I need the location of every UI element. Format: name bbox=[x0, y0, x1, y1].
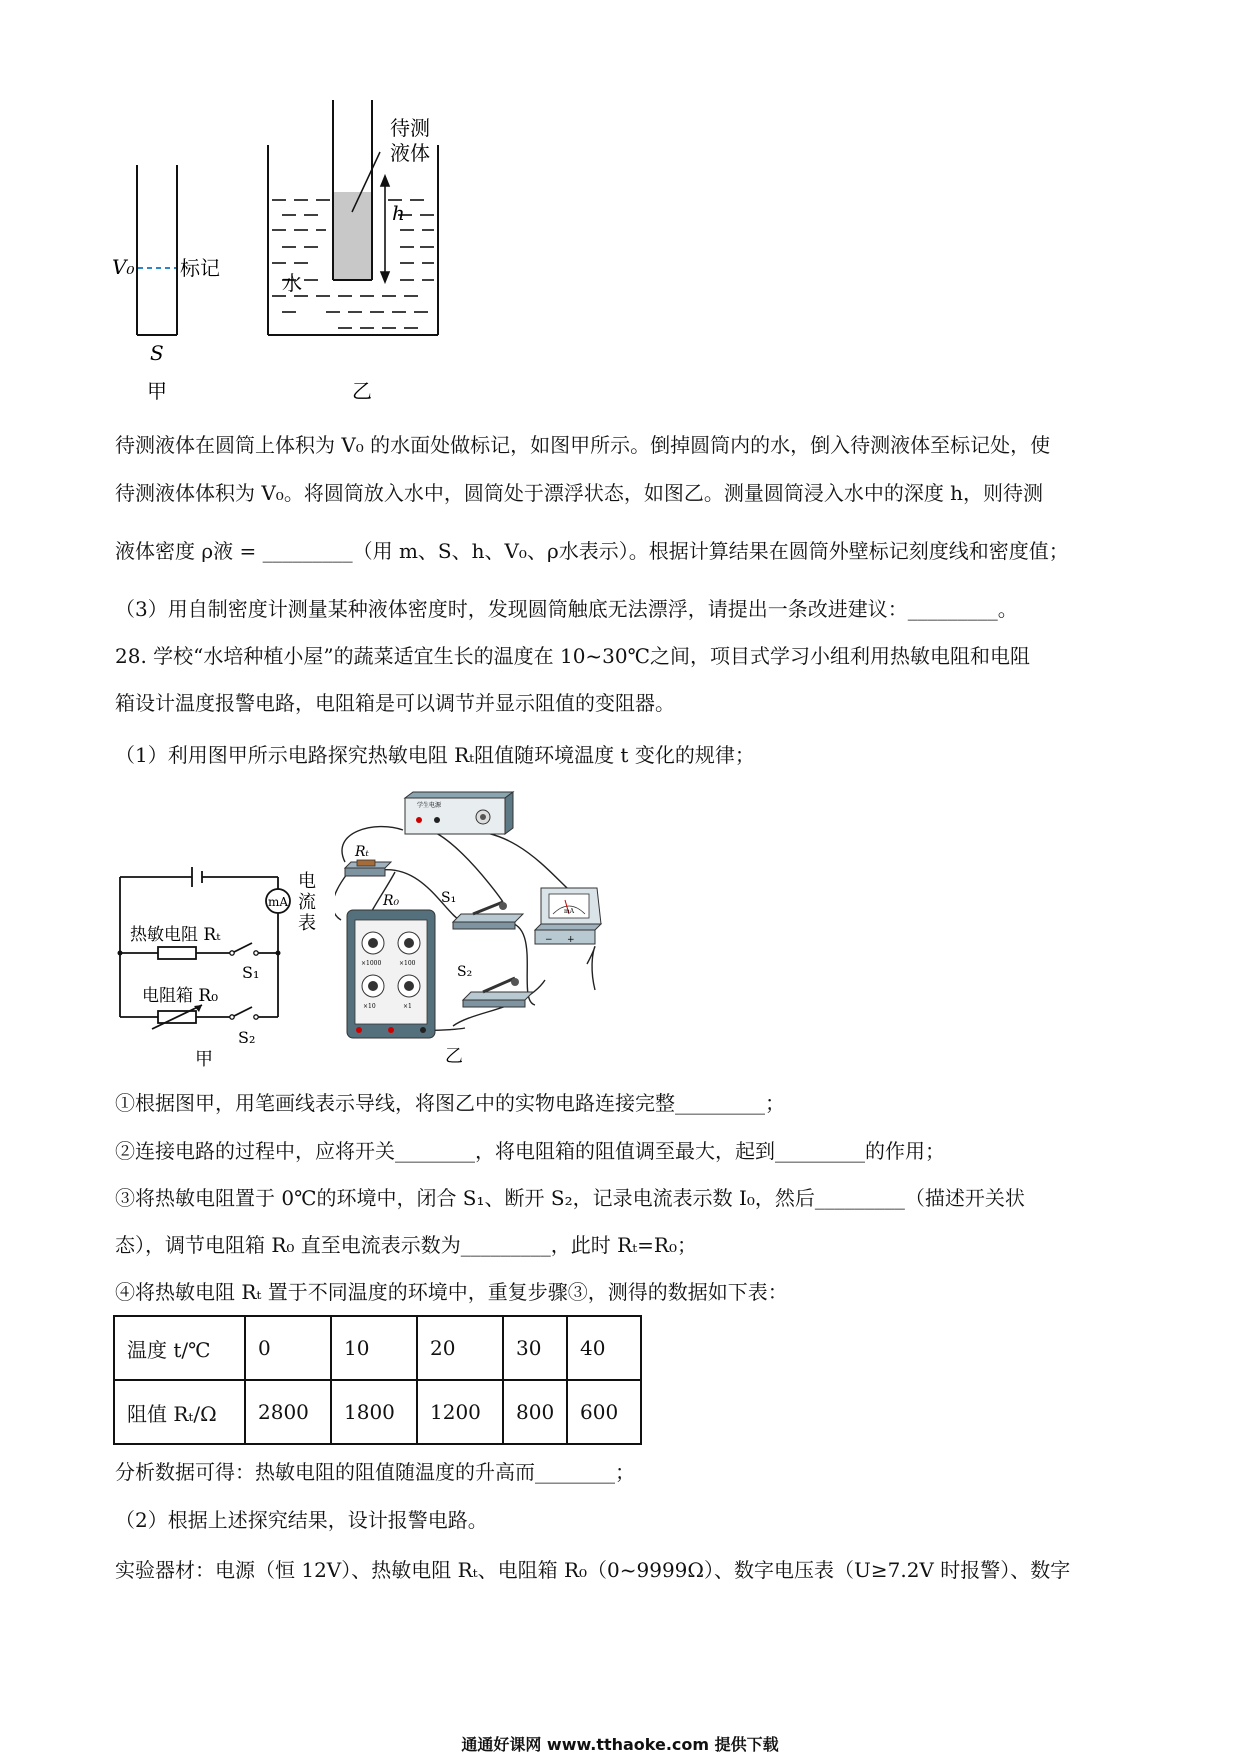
q28-line2: 箱设计温度报警电路，电阻箱是可以调节并显示阻值的变阻器。 bbox=[115, 691, 675, 715]
table-cell: 0 bbox=[245, 1316, 331, 1380]
table-header-temperature: 温度 t/℃ bbox=[114, 1316, 245, 1380]
ammeter-caption-3: 表 bbox=[298, 913, 316, 934]
q28-line1: 28. 学校“水培种植小屋”的蔬菜适宜生长的温度在 10~30℃之间，项目式学习小组利用热敏电阻和电阻 bbox=[115, 644, 1030, 668]
test-liquid bbox=[334, 192, 371, 279]
ammeter-caption-2: 流 bbox=[298, 892, 316, 913]
depth-arrow bbox=[381, 176, 389, 282]
switch-s1 bbox=[453, 902, 523, 929]
figure-density-cylinders bbox=[100, 100, 520, 410]
label-h: h bbox=[392, 201, 405, 225]
label-s2-schematic: S₂ bbox=[238, 1028, 256, 1047]
table-cell: 800 bbox=[503, 1380, 567, 1444]
footer-watermark: 通通好课网 www.tthaoke.com 提供下载 bbox=[461, 1735, 779, 1754]
svg-text:×100: ×100 bbox=[399, 960, 416, 967]
table-cell: 10 bbox=[331, 1316, 417, 1380]
circuit-schematic-jia bbox=[110, 865, 340, 1070]
physical-circuit-yi bbox=[335, 790, 675, 1070]
label-water: 水 bbox=[282, 271, 302, 295]
power-supply bbox=[405, 792, 513, 834]
label-v0: V₀ bbox=[112, 255, 135, 279]
question-3: （3）用自制密度计测量某种液体密度时，发现圆筒触底无法漂浮，请提出一条改进建议：_________。 bbox=[115, 597, 1018, 621]
svg-text:×1000: ×1000 bbox=[361, 960, 382, 967]
ammeter-caption-1: 电 bbox=[298, 871, 316, 892]
table-cell: 600 bbox=[567, 1380, 641, 1444]
table-header-resistance: 阻值 Rₜ/Ω bbox=[114, 1380, 245, 1444]
table-row bbox=[114, 1316, 641, 1380]
label-rt-physical: Rₜ bbox=[355, 844, 369, 860]
table-cell: 30 bbox=[503, 1316, 567, 1380]
table-cell: 40 bbox=[567, 1316, 641, 1380]
table-row bbox=[114, 1380, 641, 1444]
step-1: ①根据图甲，用笔画线表示导线，将图乙中的实物电路连接完整_________； bbox=[115, 1091, 785, 1115]
label-jia-fig2: 甲 bbox=[195, 1049, 213, 1070]
step-3b: 态），调节电阻箱 R₀ 直至电流表示数为_________，此时 Rₜ=R₀； bbox=[115, 1233, 697, 1257]
label-resistor-box: 电阻箱 R₀ bbox=[142, 986, 219, 1006]
svg-text:×10: ×10 bbox=[363, 1003, 376, 1010]
label-liquid-2: 液体 bbox=[390, 141, 430, 165]
para1-line3: 液体密度 ρ液 = _________（用 m、S、h、V₀、ρ水表示）。根据计算结果在圆筒外壁标记刻度线和密度值； bbox=[115, 539, 1069, 563]
label-s1-physical: S₁ bbox=[441, 890, 457, 906]
svg-text:×1: ×1 bbox=[403, 1003, 412, 1010]
label-thermistor: 热敏电阻 Rₜ bbox=[130, 925, 221, 945]
label-s1-schematic: S₁ bbox=[242, 963, 260, 982]
label-r0-physical: R₀ bbox=[383, 893, 400, 909]
equipment-line: 实验器材：电源（恒 12V）、热敏电阻 Rₜ、电阻箱 R₀（0~9999Ω）、数字电压表（U≥7.2V 时报警）、数字 bbox=[115, 1558, 1071, 1582]
para1-line2: 待测液体体积为 V₀。将圆筒放入水中，圆筒处于漂浮状态，如图乙。测量圆筒浸入水中的深度 h，则待测 bbox=[115, 481, 1044, 505]
label-jia-fig1: 甲 bbox=[147, 379, 167, 403]
step-4: ④将热敏电阻 Rₜ 置于不同温度的环境中，重复步骤③，测得的数据如下表： bbox=[115, 1280, 788, 1304]
svg-text:mA: mA bbox=[268, 895, 289, 909]
para1-line1: 待测液体在圆筒上体积为 V₀ 的水面处做标记，如图甲所示。倒掉圆筒内的水，倒入待测液体至标记处，使 bbox=[115, 433, 1051, 457]
step-3a: ③将热敏电阻置于 0℃的环境中，闭合 S₁、断开 S₂，记录电流表示数 I₀，然后_________（描述开关状 bbox=[115, 1186, 1025, 1210]
q28-part1: （1）利用图甲所示电路探究热敏电阻 Rₜ阻值随环境温度 t 变化的规律； bbox=[115, 743, 755, 767]
step-2: ②连接电路的过程中，应将开关________，将电阻箱的阻值调至最大，起到_________的作用； bbox=[115, 1139, 945, 1163]
table-cell: 1200 bbox=[417, 1380, 503, 1444]
ammeter-symbol bbox=[266, 889, 290, 913]
thermistor-board bbox=[345, 860, 391, 876]
label-s2-physical: S₂ bbox=[457, 964, 473, 980]
table-cell: 1800 bbox=[331, 1380, 417, 1444]
part-2: （2）根据上述探究结果，设计报警电路。 bbox=[115, 1508, 488, 1532]
resistor-box-physical bbox=[347, 910, 435, 1038]
svg-text:学生电源: 学生电源 bbox=[417, 802, 442, 809]
temperature-resistance-table bbox=[113, 1315, 642, 1445]
svg-text:mA: mA bbox=[564, 908, 575, 915]
table-cell: 2800 bbox=[245, 1380, 331, 1444]
analysis-line: 分析数据可得：热敏电阻的阻值随温度的升高而________； bbox=[115, 1460, 635, 1484]
cylinder-jia bbox=[137, 165, 177, 335]
switch-s2 bbox=[463, 978, 533, 1007]
label-yi-fig1: 乙 bbox=[352, 379, 372, 403]
table-cell: 20 bbox=[417, 1316, 503, 1380]
milliammeter bbox=[535, 888, 601, 945]
svg-text:+: + bbox=[567, 935, 575, 945]
label-mark: 标记 bbox=[180, 256, 220, 280]
svg-text:−: − bbox=[545, 935, 553, 945]
label-s: S bbox=[150, 341, 164, 365]
label-yi-fig2: 乙 bbox=[445, 1046, 463, 1067]
label-liquid-1: 待测 bbox=[390, 116, 430, 140]
